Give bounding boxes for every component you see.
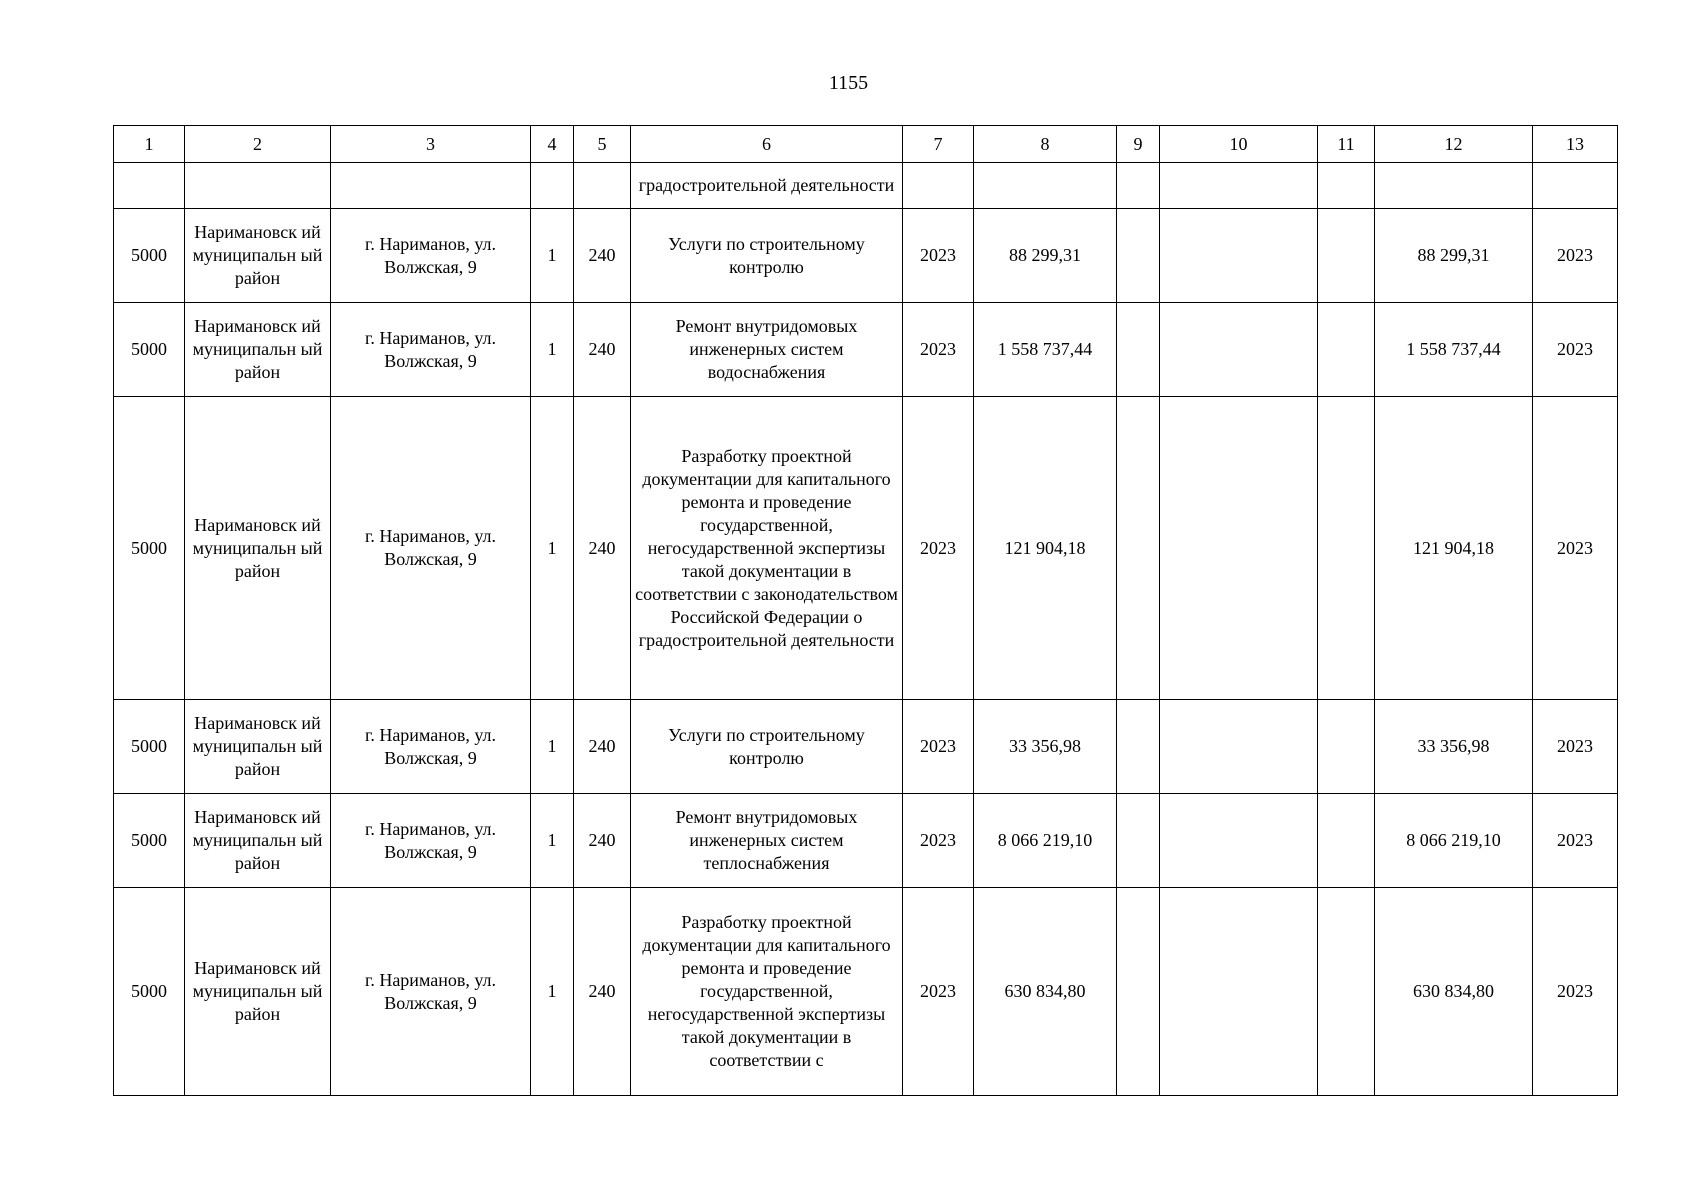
cell-description: Ремонт внутридомовых инженерных систем водоснабжения	[631, 303, 903, 397]
cell-year: 2023	[903, 303, 974, 397]
cell-district: Наримановск ий муниципальн ый район	[185, 397, 331, 700]
cell-year-end: 2023	[1533, 794, 1618, 888]
cell-empty	[331, 163, 531, 209]
cell-address: г. Нариманов, ул. Волжская, 9	[331, 303, 531, 397]
cell-empty	[1318, 163, 1375, 209]
data-table	[113, 125, 1618, 1096]
cell-col4: 1	[531, 397, 574, 700]
cell-code: 5000	[114, 209, 185, 303]
cell-col4: 1	[531, 794, 574, 888]
cell-amount-total: 88 299,31	[1375, 209, 1533, 303]
cell-col10	[1160, 700, 1318, 794]
cell-year: 2023	[903, 794, 974, 888]
column-header: 7	[903, 126, 974, 163]
cell-col5: 240	[574, 303, 631, 397]
cell-year: 2023	[903, 397, 974, 700]
cell-col4: 1	[531, 209, 574, 303]
cell-year-end: 2023	[1533, 700, 1618, 794]
cell-district: Наримановск ий муниципальн ый район	[185, 303, 331, 397]
cell-col10	[1160, 397, 1318, 700]
cell-year: 2023	[903, 209, 974, 303]
column-header: 8	[974, 126, 1117, 163]
cell-address: г. Нариманов, ул. Волжская, 9	[331, 209, 531, 303]
cell-empty	[531, 163, 574, 209]
cell-year-end: 2023	[1533, 303, 1618, 397]
column-header: 1	[114, 126, 185, 163]
cell-col5: 240	[574, 700, 631, 794]
cell-empty	[1117, 163, 1160, 209]
cell-col10	[1160, 209, 1318, 303]
cell-amount-total: 630 834,80	[1375, 888, 1533, 1096]
cell-empty	[185, 163, 331, 209]
cell-col5: 240	[574, 209, 631, 303]
cell-amount-total: 1 558 737,44	[1375, 303, 1533, 397]
cell-code: 5000	[114, 397, 185, 700]
cell-col11	[1318, 209, 1375, 303]
column-header: 9	[1117, 126, 1160, 163]
cell-empty	[974, 163, 1117, 209]
cell-col10	[1160, 794, 1318, 888]
column-header: 5	[574, 126, 631, 163]
cell-col9	[1117, 303, 1160, 397]
cell-amount-total: 33 356,98	[1375, 700, 1533, 794]
column-header: 4	[531, 126, 574, 163]
cell-amount-total: 8 066 219,10	[1375, 794, 1533, 888]
cell-col11	[1318, 794, 1375, 888]
cell-col9	[1117, 888, 1160, 1096]
cell-district: Наримановск ий муниципальн ый район	[185, 209, 331, 303]
cell-col11	[1318, 888, 1375, 1096]
cell-amount: 8 066 219,10	[974, 794, 1117, 888]
cell-code: 5000	[114, 794, 185, 888]
cell-address: г. Нариманов, ул. Волжская, 9	[331, 397, 531, 700]
cell-code: 5000	[114, 888, 185, 1096]
cell-col10	[1160, 303, 1318, 397]
cell-year-end: 2023	[1533, 209, 1618, 303]
cell-description: Услуги по строительному контролю	[631, 700, 903, 794]
column-header: 13	[1533, 126, 1618, 163]
cell-address: г. Нариманов, ул. Волжская, 9	[331, 794, 531, 888]
cell-amount: 88 299,31	[974, 209, 1117, 303]
cell-col4: 1	[531, 888, 574, 1096]
cell-year: 2023	[903, 888, 974, 1096]
column-header: 12	[1375, 126, 1533, 163]
cell-district: Наримановск ий муниципальн ый район	[185, 794, 331, 888]
table-row	[114, 794, 1618, 888]
cell-address: г. Нариманов, ул. Волжская, 9	[331, 888, 531, 1096]
cell-amount: 121 904,18	[974, 397, 1117, 700]
cell-description: Разработку проектной документации для капитального ремонта и проведение государственной, негосударственной экспертизы такой документации в соответствии с законодательством Российской Федерации о градостроительной деятельности	[631, 397, 903, 700]
cell-amount: 33 356,98	[974, 700, 1117, 794]
cell-empty	[1375, 163, 1533, 209]
cell-col11	[1318, 700, 1375, 794]
cell-col9	[1117, 700, 1160, 794]
cell-year: 2023	[903, 700, 974, 794]
cell-col11	[1318, 303, 1375, 397]
cell-description: Ремонт внутридомовых инженерных систем теплоснабжения	[631, 794, 903, 888]
cell-col11	[1318, 397, 1375, 700]
cell-code: 5000	[114, 303, 185, 397]
cell-amount-total: 121 904,18	[1375, 397, 1533, 700]
page-number: 1155	[828, 72, 869, 94]
column-header: 11	[1318, 126, 1375, 163]
cell-empty	[903, 163, 974, 209]
table-header-row	[114, 126, 1618, 163]
cell-empty	[1533, 163, 1618, 209]
cell-district: Наримановск ий муниципальн ый район	[185, 888, 331, 1096]
cell-col5: 240	[574, 888, 631, 1096]
cell-col9	[1117, 209, 1160, 303]
cell-amount: 1 558 737,44	[974, 303, 1117, 397]
cell-col5: 240	[574, 794, 631, 888]
cell-col9	[1117, 794, 1160, 888]
cell-address: г. Нариманов, ул. Волжская, 9	[331, 700, 531, 794]
table-row	[114, 209, 1618, 303]
cell-description: Услуги по строительному контролю	[631, 209, 903, 303]
cell-year-end: 2023	[1533, 888, 1618, 1096]
column-header: 2	[185, 126, 331, 163]
cell-year-end: 2023	[1533, 397, 1618, 700]
cell-col4: 1	[531, 700, 574, 794]
table-row	[114, 888, 1618, 1096]
cell-empty	[1160, 163, 1318, 209]
column-header: 10	[1160, 126, 1318, 163]
cell-code: 5000	[114, 700, 185, 794]
table-row	[114, 700, 1618, 794]
cell-amount: 630 834,80	[974, 888, 1117, 1096]
column-header: 3	[331, 126, 531, 163]
cell-col5: 240	[574, 397, 631, 700]
cell-empty	[114, 163, 185, 209]
column-header: 6	[631, 126, 903, 163]
cell-col9	[1117, 397, 1160, 700]
cell-empty	[574, 163, 631, 209]
table-row	[114, 397, 1618, 700]
table-row	[114, 303, 1618, 397]
cell-col10	[1160, 888, 1318, 1096]
cell-description: градостроительной деятельности	[631, 163, 903, 209]
cell-district: Наримановск ий муниципальн ый район	[185, 700, 331, 794]
table-row-continuation	[114, 163, 1618, 209]
cell-description: Разработку проектной документации для капитального ремонта и проведение государственной, негосударственной экспертизы такой документации в соответствии с	[631, 888, 903, 1096]
cell-col4: 1	[531, 303, 574, 397]
